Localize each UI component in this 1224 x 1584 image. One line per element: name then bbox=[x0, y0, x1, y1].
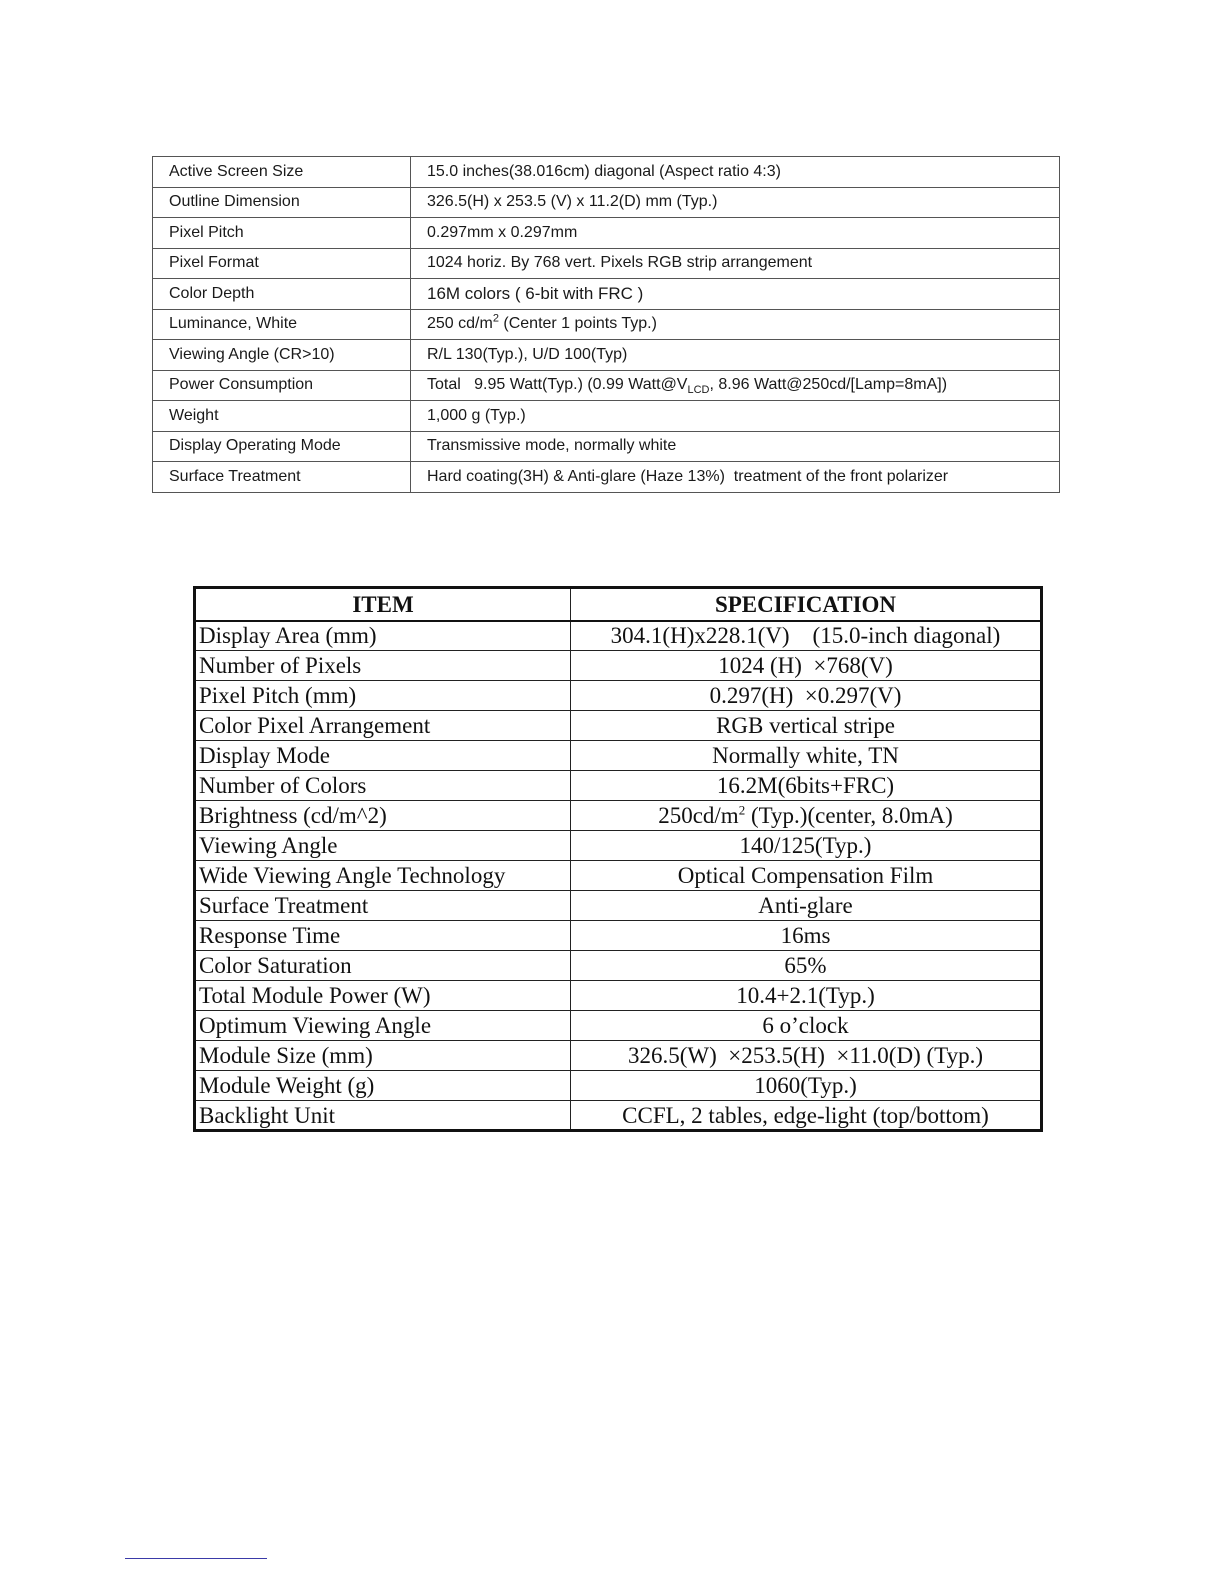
subscript: LCD bbox=[687, 384, 710, 397]
spec-label: Active Screen Size bbox=[153, 157, 411, 188]
table-row bbox=[153, 462, 1060, 493]
spec-label: Luminance, White bbox=[153, 309, 411, 340]
table-header-row bbox=[195, 588, 1042, 621]
table-row bbox=[195, 1011, 1042, 1041]
item-label: Display Mode bbox=[195, 741, 571, 771]
item-label: Number of Colors bbox=[195, 771, 571, 801]
table-row bbox=[153, 431, 1060, 462]
table-row bbox=[195, 651, 1042, 681]
lcd-spec-table-detailed bbox=[193, 586, 1043, 1132]
spec-label: Pixel Pitch bbox=[153, 218, 411, 249]
spec-value: 326.5(W) ×253.5(H) ×11.0(D) (Typ.) bbox=[571, 1041, 1042, 1071]
spec-value: R/L 130(Typ.), U/D 100(Typ) bbox=[411, 340, 1060, 371]
table-row bbox=[195, 921, 1042, 951]
spec-value: 326.5(H) x 253.5 (V) x 11.2(D) mm (Typ.) bbox=[411, 187, 1060, 218]
table-row bbox=[153, 401, 1060, 432]
footnote-separator bbox=[125, 1558, 267, 1559]
spec-value: 10.4+2.1(Typ.) bbox=[571, 981, 1042, 1011]
item-label: Module Size (mm) bbox=[195, 1041, 571, 1071]
spec-value-text: 250 cd/m bbox=[427, 315, 493, 333]
spec-value: 0.297(H) ×0.297(V) bbox=[571, 681, 1042, 711]
spec-value: Anti-glare bbox=[571, 891, 1042, 921]
item-label: Number of Pixels bbox=[195, 651, 571, 681]
table-row bbox=[195, 1041, 1042, 1071]
table-row bbox=[153, 340, 1060, 371]
item-label: Viewing Angle bbox=[195, 831, 571, 861]
spec-value: 1060(Typ.) bbox=[571, 1071, 1042, 1101]
table-row bbox=[195, 831, 1042, 861]
spec-value bbox=[411, 370, 1060, 401]
spec-label: Color Depth bbox=[153, 279, 411, 310]
spec-value: 1024 horiz. By 768 vert. Pixels RGB strip arrangement bbox=[411, 248, 1060, 279]
spec-value-text: 250cd/m bbox=[658, 803, 739, 828]
spec-label: Viewing Angle (CR>10) bbox=[153, 340, 411, 371]
spec-value: 1024 (H) ×768(V) bbox=[571, 651, 1042, 681]
spec-value bbox=[411, 309, 1060, 340]
spec-value: 65% bbox=[571, 951, 1042, 981]
spec-label: Pixel Format bbox=[153, 248, 411, 279]
spec-value: CCFL, 2 tables, edge-light (top/bottom) bbox=[571, 1101, 1042, 1131]
spec-value: 15.0 inches(38.016cm) diagonal (Aspect ratio 4:3) bbox=[411, 157, 1060, 188]
item-label: Optimum Viewing Angle bbox=[195, 1011, 571, 1041]
column-header-specification: SPECIFICATION bbox=[571, 588, 1042, 621]
spec-value: 16ms bbox=[571, 921, 1042, 951]
item-label: Brightness (cd/m^2) bbox=[195, 801, 571, 831]
spec-value: 16M colors ( 6-bit with FRC ) bbox=[411, 279, 1060, 310]
superscript: 2 bbox=[492, 312, 499, 325]
table-row bbox=[195, 1071, 1042, 1101]
table-row bbox=[153, 248, 1060, 279]
spec-label: Surface Treatment bbox=[153, 462, 411, 493]
table-row bbox=[195, 861, 1042, 891]
item-label: Surface Treatment bbox=[195, 891, 571, 921]
spec-value: Normally white, TN bbox=[571, 741, 1042, 771]
table-row bbox=[153, 157, 1060, 188]
spec-value: 0.297mm x 0.297mm bbox=[411, 218, 1060, 249]
item-label: Color Saturation bbox=[195, 951, 571, 981]
item-label: Color Pixel Arrangement bbox=[195, 711, 571, 741]
item-label: Pixel Pitch (mm) bbox=[195, 681, 571, 711]
item-label: Display Area (mm) bbox=[195, 621, 571, 651]
superscript: 2 bbox=[738, 802, 746, 818]
table-row bbox=[195, 621, 1042, 651]
spec-value: Transmissive mode, normally white bbox=[411, 431, 1060, 462]
item-label: Wide Viewing Angle Technology bbox=[195, 861, 571, 891]
table-row bbox=[153, 370, 1060, 401]
spec-value: 304.1(H)x228.1(V) (15.0-inch diagonal) bbox=[571, 621, 1042, 651]
spec-value-text: (Typ.)(center, 8.0mA) bbox=[745, 803, 953, 828]
table-row bbox=[195, 801, 1042, 831]
table-row bbox=[153, 218, 1060, 249]
item-label: Response Time bbox=[195, 921, 571, 951]
spec-value-text: Total 9.95 Watt(Typ.) (0.99 Watt@V bbox=[427, 376, 688, 394]
table-row bbox=[153, 309, 1060, 340]
table-row bbox=[153, 187, 1060, 218]
spec-value: 1,000 g (Typ.) bbox=[411, 401, 1060, 432]
item-label: Total Module Power (W) bbox=[195, 981, 571, 1011]
item-label: Module Weight (g) bbox=[195, 1071, 571, 1101]
spec-value: RGB vertical stripe bbox=[571, 711, 1042, 741]
spec-label: Weight bbox=[153, 401, 411, 432]
spec-value: 6 o’clock bbox=[571, 1011, 1042, 1041]
lcd-spec-table-summary bbox=[152, 156, 1060, 493]
table-row bbox=[195, 741, 1042, 771]
table-row bbox=[195, 771, 1042, 801]
table-row bbox=[195, 951, 1042, 981]
table-row bbox=[195, 711, 1042, 741]
spec-label: Outline Dimension bbox=[153, 187, 411, 218]
spec-value-text: , 8.96 Watt@250cd/[Lamp=8mA]) bbox=[709, 376, 948, 394]
spec-value: Optical Compensation Film bbox=[571, 861, 1042, 891]
spec-value: 140/125(Typ.) bbox=[571, 831, 1042, 861]
table-row bbox=[195, 891, 1042, 921]
spec-label: Display Operating Mode bbox=[153, 431, 411, 462]
table-row bbox=[195, 981, 1042, 1011]
spec-value: 16.2M(6bits+FRC) bbox=[571, 771, 1042, 801]
column-header-item: ITEM bbox=[195, 588, 571, 621]
table-row bbox=[195, 1101, 1042, 1131]
spec-label: Power Consumption bbox=[153, 370, 411, 401]
item-label: Backlight Unit bbox=[195, 1101, 571, 1131]
spec-value-text: (Center 1 points Typ.) bbox=[498, 315, 657, 333]
spec-value: Hard coating(3H) & Anti-glare (Haze 13%) treatment of the front polarizer bbox=[411, 462, 1060, 493]
table-row bbox=[153, 279, 1060, 310]
spec-value bbox=[571, 801, 1042, 831]
table-row bbox=[195, 681, 1042, 711]
